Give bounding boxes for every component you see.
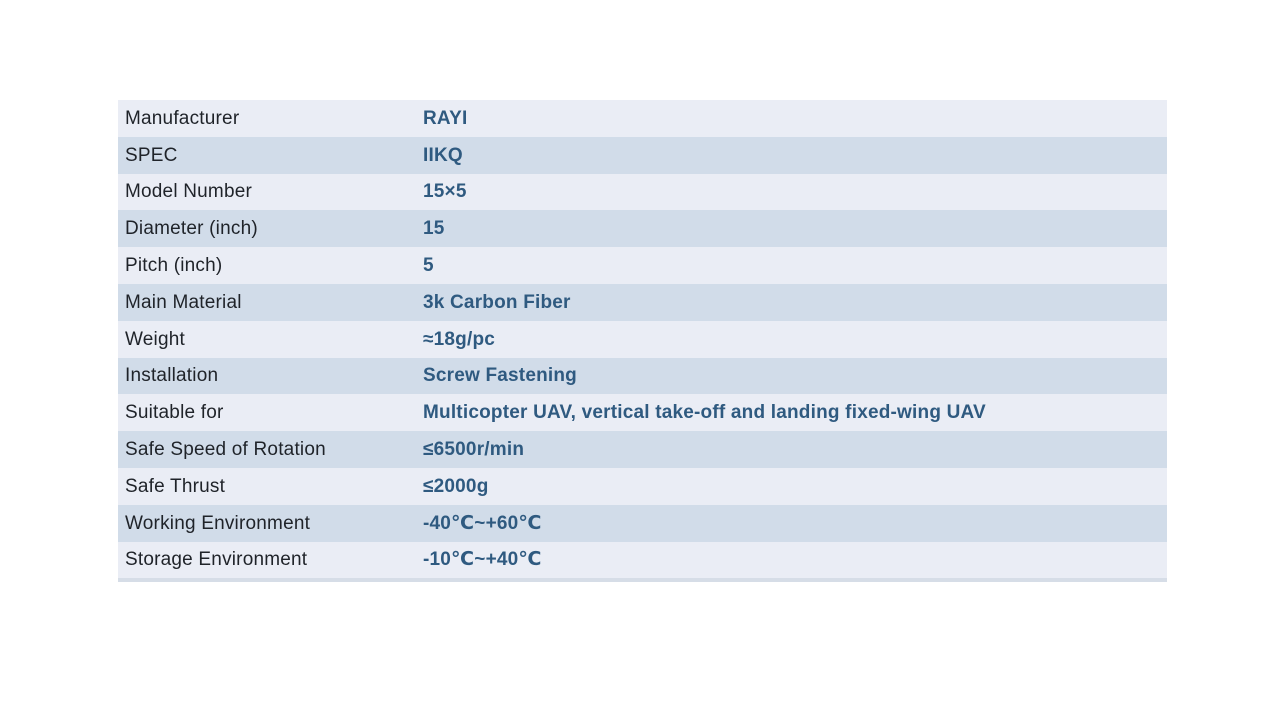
table-row [118, 100, 1167, 137]
spec-value: RAYI [423, 107, 468, 129]
table-row [118, 542, 1167, 579]
spec-value: 15 [423, 218, 445, 240]
table-row [118, 431, 1167, 468]
spec-label: SPEC [125, 144, 178, 166]
spec-value: -40℃~+60℃ [423, 512, 542, 534]
spec-label: Pitch (inch) [125, 255, 223, 277]
table-row [118, 174, 1167, 211]
table-row [118, 284, 1167, 321]
spec-value: -10℃~+40℃ [423, 549, 542, 571]
spec-value: 3k Carbon Fiber [423, 291, 571, 313]
table-row [118, 137, 1167, 174]
spec-label: Diameter (inch) [125, 218, 258, 240]
table-row [118, 505, 1167, 542]
spec-label: Safe Speed of Rotation [125, 439, 326, 461]
spec-value: ≈18g/pc [423, 328, 496, 350]
spec-value: IIKQ [423, 144, 463, 166]
spec-value: 5 [423, 255, 434, 277]
spec-label: Weight [125, 328, 185, 350]
spec-label: Safe Thrust [125, 475, 226, 497]
spec-label: Manufacturer [125, 107, 240, 129]
spec-value: 15×5 [423, 181, 467, 203]
table-row [118, 210, 1167, 247]
spec-value: ≤2000g [423, 475, 489, 497]
spec-value: ≤6500r/min [423, 439, 525, 461]
table-row [118, 468, 1167, 505]
table-row [118, 394, 1167, 431]
table-row [118, 321, 1167, 358]
table-row [118, 358, 1167, 395]
table-row [118, 247, 1167, 284]
table-bottom-sliver [118, 578, 1167, 582]
spec-label: Main Material [125, 291, 242, 313]
spec-label: Working Environment [125, 512, 311, 534]
spec-label: Model Number [125, 181, 253, 203]
spec-value: Multicopter UAV, vertical take-off and landing fixed-wing UAV [423, 402, 986, 424]
spec-table [118, 100, 1167, 582]
spec-label: Storage Environment [125, 549, 308, 571]
spec-value: Screw Fastening [423, 365, 577, 387]
spec-label: Installation [125, 365, 219, 387]
spec-label: Suitable for [125, 402, 224, 424]
